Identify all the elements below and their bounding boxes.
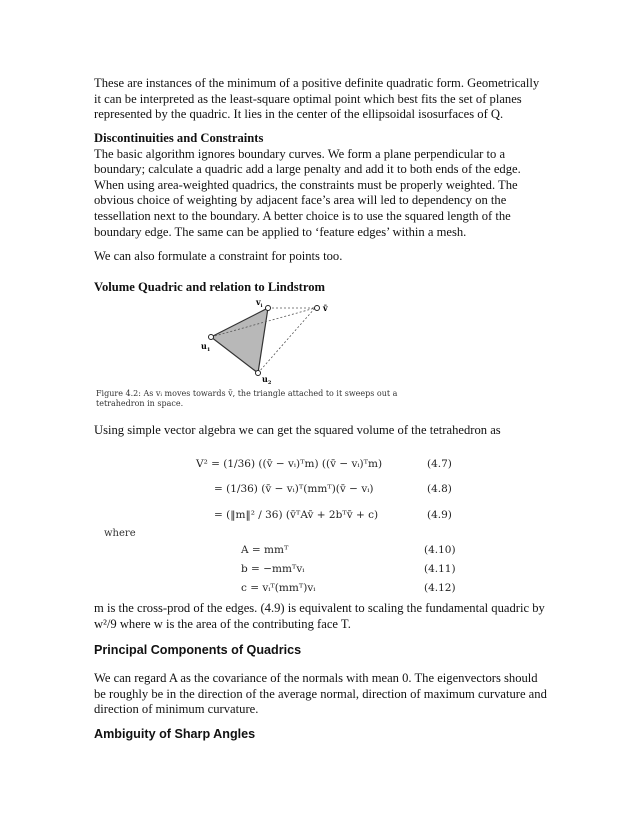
text-line: be roughly be in the direction of the average normal, direction of maximum curvature and xyxy=(94,686,547,701)
text-line: The basic algorithm ignores boundary curves. We form a plane perpendicular to a xyxy=(94,146,506,161)
tetrahedron-diagram xyxy=(180,294,350,384)
equation-number: (4.10) xyxy=(424,544,456,556)
section-sharp-angles xyxy=(94,727,554,743)
text-line: w²/9 where w is the area of the contributing face T. xyxy=(94,616,351,631)
equation-4-7: V² = (1/36) ((v̄ − vᵢ)ᵀm) ((v̄ − vᵢ)ᵀm) xyxy=(196,458,383,470)
pca-paragraph xyxy=(94,671,554,718)
vertex-u2 xyxy=(256,371,261,376)
equation-number: (4.8) xyxy=(427,483,452,495)
text-line: When using area-weighted quadrics, the constraints must be properly weighted. The xyxy=(94,177,518,192)
equation-4-12: c = vᵢᵀ(mmᵀ)vᵢ xyxy=(241,582,316,594)
figure-caption xyxy=(96,389,397,409)
label-u2: $u_2$ xyxy=(262,374,272,384)
section-pca xyxy=(94,643,554,659)
constraint-points-paragraph xyxy=(94,249,554,265)
equation-4-10: A = mmᵀ xyxy=(241,544,289,556)
equation-number: (4.9) xyxy=(427,509,452,521)
text-line: boundary; calculate a quadric add a large penalty and add it to both ends of the edge. xyxy=(94,162,521,177)
caption-line: Figure 4.2: As vᵢ moves towards v̄, the triangle attached to it sweeps out a xyxy=(96,389,398,398)
equation-4-11: b = −mmᵀvᵢ xyxy=(241,563,305,575)
volume-after-paragraph xyxy=(94,601,554,632)
section-discontinuities xyxy=(94,131,554,240)
intro-paragraph xyxy=(94,76,554,123)
section-heading: Volume Quadric and relation to Lindstrom xyxy=(94,280,326,294)
equation-4-8: = (1/36) (v̄ − vᵢ)ᵀ(mmᵀ)(v̄ − vᵢ) xyxy=(214,483,374,495)
vertex-vbar xyxy=(315,306,320,311)
text-line-main: represented by the quadric. It lies in the center of the ellipsoidal isosurfaces of Q. xyxy=(94,107,504,122)
text-line: it can be interpreted as the least-square optimal point which best fits the set of planes xyxy=(94,91,522,106)
equation-number: (4.7) xyxy=(427,458,452,470)
equation-number: (4.11) xyxy=(424,563,456,575)
section-heading: Ambiguity of Sharp Angles xyxy=(94,727,256,741)
text-line: Using simple vector algebra we can get the squared volume of the tetrahedron as xyxy=(94,423,501,437)
vertex-u1 xyxy=(209,335,214,340)
caption-line: tetrahedron in space. xyxy=(96,399,184,408)
text-line: We can regard A as the covariance of the normals with mean 0. The eigenvectors should xyxy=(94,671,538,685)
equation-4-9: = (‖m‖² / 36) (v̄ᵀAv̄ + 2bᵀv̄ + c) xyxy=(214,509,379,521)
vertex-vi xyxy=(266,306,271,311)
text-line: We can also formulate a constraint for points too. xyxy=(94,249,343,263)
text-line: These are instances of the minimum of a positive definite quadratic form. Geometrically xyxy=(94,76,540,90)
tetrahedron-figure xyxy=(180,294,350,384)
text-line: obvious choice of weighting by adjacent face’s area will led to dependency on the xyxy=(94,193,507,208)
text-line: boundary edge. The same can be applied to ‘feature edges’ within a mesh. xyxy=(94,224,467,239)
volume-intro xyxy=(94,423,554,439)
text-line xyxy=(94,107,554,123)
text-line: tessellation next to the boundary. A better choice is to use the squared length of the xyxy=(94,208,511,223)
section-heading: Principal Components of Quadrics xyxy=(94,643,302,657)
equation-number: (4.12) xyxy=(424,582,456,594)
label-vi: $v_i$ xyxy=(256,297,263,309)
where-label: where xyxy=(104,528,136,539)
label-vbar: v̄ xyxy=(323,303,328,313)
text-line: direction of minimum curvature. xyxy=(94,702,259,717)
label-u1: $u_1$ xyxy=(201,341,211,353)
text-line: m is the cross-prod of the edges. (4.9) is equivalent to scaling the fundamental quadric by xyxy=(94,601,545,615)
section-heading: Discontinuities and Constraints xyxy=(94,131,264,145)
triangle-shape xyxy=(211,308,268,373)
